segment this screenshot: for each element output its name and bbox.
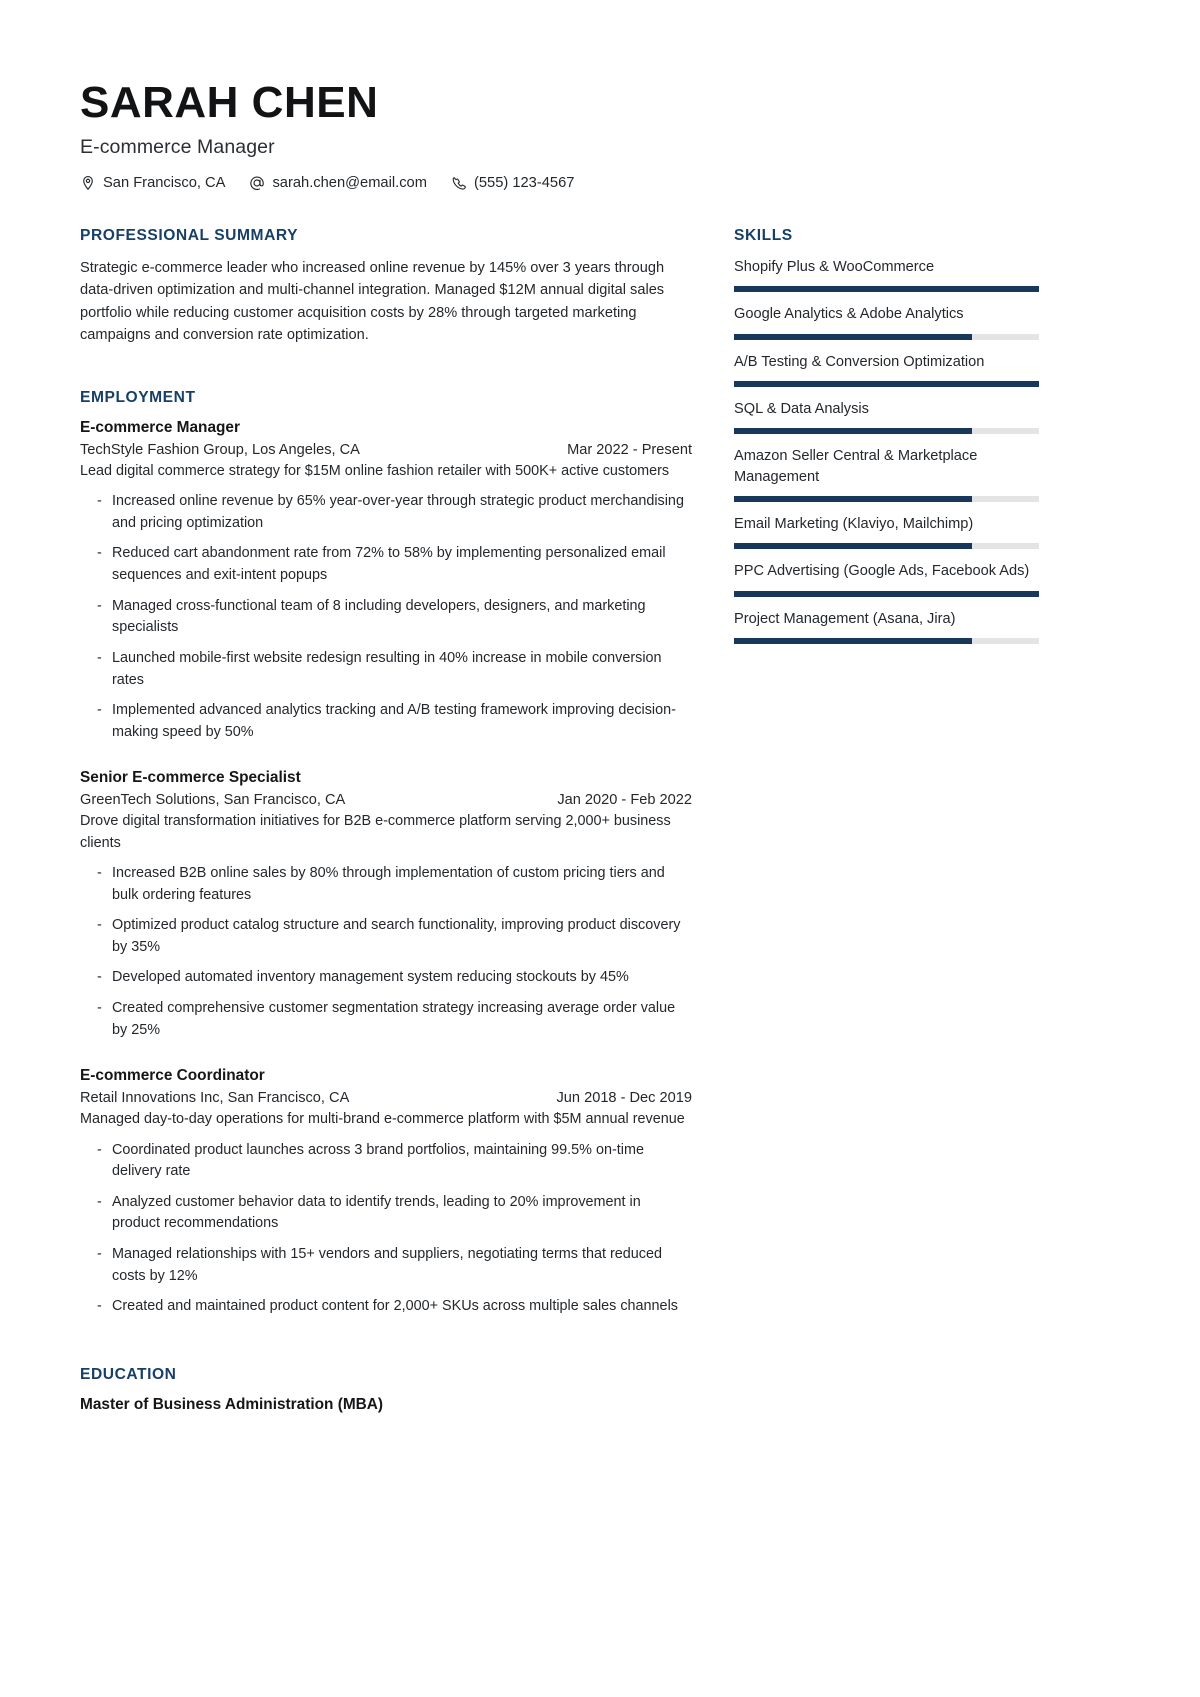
skill-item xyxy=(734,352,1039,387)
contact-row xyxy=(80,175,1030,191)
skill-level-fill xyxy=(734,381,1039,387)
job-bullet-list xyxy=(80,1140,692,1318)
skill-label: Google Analytics & Adobe Analytics xyxy=(734,306,964,323)
skill-item xyxy=(734,561,1039,596)
bullet-marker-icon: - xyxy=(97,969,102,986)
employment-heading: EMPLOYMENT xyxy=(80,388,196,406)
skill-level-track xyxy=(734,428,1039,434)
job-bullet-text: Managed cross-functional team of 8 including developers, designers, and marketing specialists xyxy=(112,597,646,636)
job-description: Managed day-to-day operations for multi-brand e-commerce platform with $5M annual revenue xyxy=(80,1111,685,1128)
job-bullet-list xyxy=(80,863,692,1041)
job-bullet xyxy=(80,967,692,989)
job-dates: Mar 2022 - Present xyxy=(567,441,692,458)
skill-label: Project Management (Asana, Jira) xyxy=(734,610,956,627)
job-bullet xyxy=(80,1140,692,1183)
skill-label: A/B Testing & Conversion Optimization xyxy=(734,353,985,370)
skill-label: Shopify Plus & WooCommerce xyxy=(734,259,935,276)
contact-email xyxy=(249,175,427,191)
job-company: Retail Innovations Inc, San Francisco, CA xyxy=(80,1090,350,1107)
job-bullet xyxy=(80,1296,692,1318)
section-professional-summary xyxy=(80,227,692,346)
skill-level-fill xyxy=(734,591,1039,597)
skill-item xyxy=(734,446,1039,502)
summary-text: Strategic e-commerce leader who increased online revenue by 145% over 3 years through data-driven optimization and multi-channel integration. Managed $12M annual digital sales portfolio while reducing customer acquisition costs by 28% through targeted marketing campaigns and conversion rate optimization. xyxy=(80,260,665,343)
contact-location-text: San Francisco, CA xyxy=(103,175,226,192)
job-bullet-text: Launched mobile-first website redesign resulting in 40% increase in mobile conversion rates xyxy=(112,649,662,688)
contact-phone-text: (555) 123-4567 xyxy=(473,175,575,192)
skill-level-fill xyxy=(734,543,972,549)
bullet-marker-icon: - xyxy=(97,597,102,614)
skill-item xyxy=(734,609,1039,644)
bullet-marker-icon: - xyxy=(97,1298,102,1315)
summary-heading: PROFESSIONAL SUMMARY xyxy=(80,227,299,245)
job-bullet xyxy=(80,543,692,586)
resume-header xyxy=(80,78,1030,191)
job-dates: Jun 2018 - Dec 2019 xyxy=(556,1090,692,1107)
job-bullet-text: Optimized product catalog structure and search functionality, improving product discovery by 35% xyxy=(112,917,681,955)
contact-phone xyxy=(451,175,574,191)
section-education xyxy=(80,1366,692,1414)
job-bullet-text: Managed relationships with 15+ vendors and suppliers, negotiating terms that reduced costs by 12% xyxy=(112,1246,662,1284)
job-bullet-text: Analyzed customer behavior data to identify trends, leading to 20% improvement in product recommendations xyxy=(112,1193,641,1232)
job-bullet xyxy=(80,1244,692,1287)
skill-item xyxy=(734,257,1039,292)
bullet-marker-icon: - xyxy=(97,1000,102,1017)
job-company: TechStyle Fashion Group, Los Angeles, CA xyxy=(80,441,360,458)
bullet-marker-icon: - xyxy=(97,545,102,562)
education-degree: Master of Business Administration (MBA) xyxy=(80,1395,383,1413)
candidate-name: SARAH CHEN xyxy=(80,78,379,127)
contact-location xyxy=(80,175,225,191)
skill-level-track xyxy=(734,286,1039,292)
bullet-marker-icon: - xyxy=(97,1141,102,1158)
job-meta xyxy=(80,442,692,458)
job-bullet xyxy=(80,915,692,958)
skill-label: PPC Advertising (Google Ads, Facebook Ads) xyxy=(734,563,1030,580)
skill-item xyxy=(734,399,1039,434)
skill-level-track xyxy=(734,334,1039,340)
bullet-marker-icon: - xyxy=(97,917,102,934)
job-bullet xyxy=(80,700,692,743)
email-at-icon xyxy=(249,175,265,191)
section-skills xyxy=(734,227,1039,643)
employment-entry xyxy=(80,419,692,743)
skill-level-track xyxy=(734,591,1039,597)
skill-item xyxy=(734,514,1039,549)
job-title: E-commerce Manager xyxy=(80,418,240,436)
skill-level-track xyxy=(734,496,1039,502)
job-bullet-text: Reduced cart abandonment rate from 72% to 58% by implementing personalized email sequences and exit-intent popups xyxy=(112,545,666,584)
bullet-marker-icon: - xyxy=(97,1193,102,1210)
job-bullet xyxy=(80,596,692,639)
job-bullet xyxy=(80,998,692,1041)
phone-icon xyxy=(451,175,467,191)
employment-list xyxy=(80,419,692,1318)
job-meta xyxy=(80,792,692,808)
skill-level-fill xyxy=(734,428,972,434)
contact-email-text: sarah.chen@email.com xyxy=(272,175,427,192)
job-description: Lead digital commerce strategy for $15M online fashion retailer with 500K+ active customers xyxy=(80,462,670,479)
skill-level-fill xyxy=(734,334,972,340)
job-bullet-text: Created comprehensive customer segmentation strategy increasing average order value by 25% xyxy=(112,1000,676,1038)
bullet-marker-icon: - xyxy=(97,702,102,719)
section-employment xyxy=(80,389,692,1318)
job-title: E-commerce Coordinator xyxy=(80,1067,265,1085)
skill-label: Email Marketing (Klaviyo, Mailchimp) xyxy=(734,516,974,533)
skill-label: SQL & Data Analysis xyxy=(734,400,869,417)
skill-label: Amazon Seller Central & Marketplace Management xyxy=(734,447,978,486)
location-pin-icon xyxy=(80,175,96,191)
skill-level-track xyxy=(734,543,1039,549)
bullet-marker-icon: - xyxy=(97,493,102,510)
job-meta xyxy=(80,1090,692,1106)
skills-heading: SKILLS xyxy=(734,227,793,245)
job-bullet-text: Increased online revenue by 65% year-over-year through strategic product merchandising and pricing optimization xyxy=(112,493,684,531)
skill-item xyxy=(734,304,1039,339)
skill-level-fill xyxy=(734,496,972,502)
skill-level-track xyxy=(734,381,1039,387)
skill-level-track xyxy=(734,638,1039,644)
education-heading: EDUCATION xyxy=(80,1365,177,1383)
main-column xyxy=(80,227,692,1414)
job-bullet xyxy=(80,863,692,906)
job-bullet xyxy=(80,491,692,534)
employment-entry xyxy=(80,1067,692,1318)
resume-body xyxy=(80,227,1030,1414)
employment-entry xyxy=(80,769,692,1041)
skills-list xyxy=(734,257,1039,643)
bullet-marker-icon: - xyxy=(97,649,102,666)
candidate-job-title: E-commerce Manager xyxy=(80,136,275,159)
job-bullet-text: Implemented advanced analytics tracking and A/B testing framework improving decision-making speed by 50% xyxy=(112,702,676,740)
skills-column xyxy=(734,227,1039,643)
job-bullet-text: Coordinated product launches across 3 brand portfolios, maintaining 99.5% on-time delivery rate xyxy=(112,1141,644,1180)
job-description: Drove digital transformation initiatives for B2B e-commerce platform serving 2,000+ business clients xyxy=(80,813,671,851)
job-bullet-list xyxy=(80,491,692,743)
job-dates: Jan 2020 - Feb 2022 xyxy=(557,792,692,809)
job-bullet xyxy=(80,648,692,691)
skill-level-fill xyxy=(734,638,972,644)
bullet-marker-icon: - xyxy=(97,864,102,881)
bullet-marker-icon: - xyxy=(97,1246,102,1262)
job-title: Senior E-commerce Specialist xyxy=(80,769,301,787)
job-bullet-text: Developed automated inventory management system reducing stockouts by 45% xyxy=(112,969,629,986)
skill-level-fill xyxy=(734,286,1039,292)
job-bullet xyxy=(80,1192,692,1235)
job-company: GreenTech Solutions, San Francisco, CA xyxy=(80,792,346,809)
job-bullet-text: Created and maintained product content for 2,000+ SKUs across multiple sales channels xyxy=(112,1298,678,1315)
job-bullet-text: Increased B2B online sales by 80% through implementation of custom pricing tiers and bulk ordering features xyxy=(112,864,665,903)
